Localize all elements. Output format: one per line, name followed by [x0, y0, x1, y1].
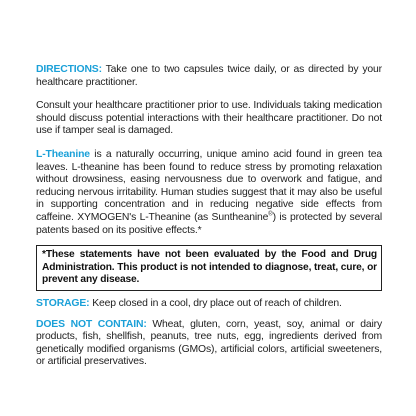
- theanine-paragraph: [36, 149, 382, 237]
- registered-mark: ®: [268, 211, 273, 218]
- label-panel: [36, 64, 382, 369]
- does-not-contain-paragraph: [36, 319, 382, 369]
- theanine-text-part1: is a naturally occurring, unique amino acid found in green tea leaves. L-theanine has been found to reduce stress by promoting relaxation without drowsiness, easing nervousness due to overwork and fatigue, and reducing nervous irritability. Human studies suggest that it may also be useful in supporting concentration and in reducing negative side effects from caffeine. XYMOGEN's L-Theanine (as Suntheanine: [36, 148, 382, 223]
- does-not-contain-label: DOES NOT CONTAIN:: [36, 318, 147, 330]
- theanine-label: L-Theanine: [36, 148, 90, 160]
- directions-label: DIRECTIONS:: [36, 64, 102, 75]
- directions-paragraph: [36, 64, 382, 89]
- theanine-text-part2: ) is protected by several patents based on its positive effects.*: [36, 211, 382, 236]
- fda-disclaimer-text: *These statements have not been evaluated by the Food and Drug Administration. This product is not intended to diagnose, treat, cure, or prevent any disease.: [42, 249, 377, 286]
- fda-disclaimer-box: [36, 245, 382, 291]
- storage-paragraph: [36, 298, 382, 311]
- directions-text: Take one to two capsules twice daily, or as directed by your healthcare practitioner.: [36, 64, 382, 88]
- storage-label: STORAGE:: [36, 297, 90, 309]
- storage-text: Keep closed in a cool, dry place out of reach of children.: [92, 297, 342, 309]
- consult-paragraph: Consult your healthcare practitioner prior to use. Individuals taking medication should discuss potential interactions with their healthcare practitioner. Do not use if tamper seal is damaged.: [36, 100, 382, 137]
- does-not-contain-text: Wheat, gluten, corn, yeast, soy, animal or dairy products, fish, shellfish, peanuts, tree nuts, egg, ingredients derived from genetically modified organisms (GMOs), artificial colors, artificial sweeteners, or artificial preservatives.: [36, 318, 382, 368]
